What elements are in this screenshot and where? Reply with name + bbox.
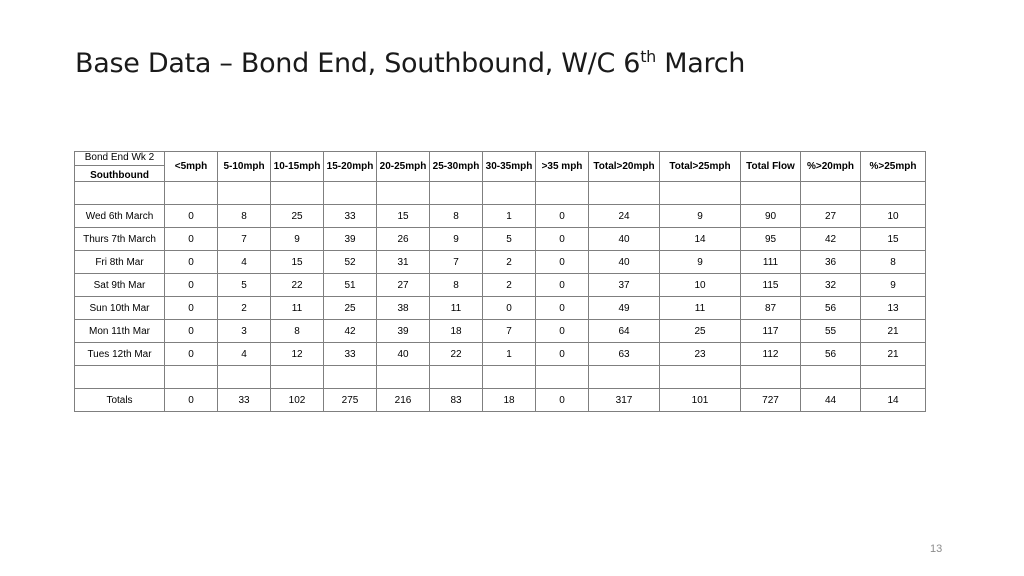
row-label: Fri 8th Mar	[75, 251, 165, 274]
table-row	[75, 274, 926, 297]
column-header: >35 mph	[536, 152, 589, 182]
table-cell: 0	[165, 343, 218, 366]
table-cell: 7	[483, 320, 536, 343]
column-header: Total Flow	[741, 152, 801, 182]
table-cell: 21	[861, 320, 926, 343]
table-row	[75, 297, 926, 320]
table-cell: 0	[165, 205, 218, 228]
table-cell: 4	[218, 251, 271, 274]
table-cell: 25	[271, 205, 324, 228]
table-cell: 8	[430, 274, 483, 297]
table-cell: 3	[218, 320, 271, 343]
table-cell: 0	[165, 297, 218, 320]
column-header: 25-30mph	[430, 152, 483, 182]
table-cell: 0	[165, 320, 218, 343]
table-cell: 2	[483, 274, 536, 297]
table-cell: 25	[324, 297, 377, 320]
table-cell: 40	[589, 228, 660, 251]
column-header: Total>20mph	[589, 152, 660, 182]
table-cell: 11	[271, 297, 324, 320]
table-cell: 5	[218, 274, 271, 297]
table-cell: 27	[377, 274, 430, 297]
table-cell: 727	[741, 389, 801, 412]
table-cell: 83	[430, 389, 483, 412]
table-cell: 10	[861, 205, 926, 228]
column-header: <5mph	[165, 152, 218, 182]
table-cell: 15	[861, 228, 926, 251]
table-cell: 39	[324, 228, 377, 251]
table-cell: 11	[660, 297, 741, 320]
table-cell: 21	[861, 343, 926, 366]
table-cell: 102	[271, 389, 324, 412]
row-label: Sat 9th Mar	[75, 274, 165, 297]
table-cell: 27	[801, 205, 861, 228]
table-cell: 42	[324, 320, 377, 343]
speed-data-table	[74, 151, 926, 412]
table-cell: 317	[589, 389, 660, 412]
column-header: 15-20mph	[324, 152, 377, 182]
row-label: Wed 6th March	[75, 205, 165, 228]
table-cell: 33	[218, 389, 271, 412]
table-cell: 112	[741, 343, 801, 366]
column-header: 20-25mph	[377, 152, 430, 182]
table-cell: 14	[660, 228, 741, 251]
table-cell: 22	[271, 274, 324, 297]
table-cell: 40	[377, 343, 430, 366]
table-cell: 18	[430, 320, 483, 343]
table-cell: 0	[165, 228, 218, 251]
table-row	[75, 228, 926, 251]
table-cell: 0	[536, 228, 589, 251]
table-cell: 56	[801, 297, 861, 320]
table-cell: 4	[218, 343, 271, 366]
table-cell: 0	[165, 389, 218, 412]
table-cell: 275	[324, 389, 377, 412]
table-cell: 37	[589, 274, 660, 297]
table-cell: 63	[589, 343, 660, 366]
table-cell: 9	[430, 228, 483, 251]
column-header: %>25mph	[861, 152, 926, 182]
table-cell: 40	[589, 251, 660, 274]
table-cell: 0	[536, 343, 589, 366]
table-cell: 33	[324, 343, 377, 366]
table-cell: 0	[536, 274, 589, 297]
table-cell: 23	[660, 343, 741, 366]
column-header: 10-15mph	[271, 152, 324, 182]
spacer-row	[75, 182, 926, 205]
table-cell: 25	[660, 320, 741, 343]
table-cell: 9	[271, 228, 324, 251]
column-header: Total>25mph	[660, 152, 741, 182]
table-row	[75, 251, 926, 274]
table-cell: 0	[536, 389, 589, 412]
table-cell: 13	[861, 297, 926, 320]
table-cell: 0	[536, 251, 589, 274]
table-cell: 15	[271, 251, 324, 274]
table-cell: 10	[660, 274, 741, 297]
table-cell: 36	[801, 251, 861, 274]
table-header-row	[75, 152, 926, 182]
table-cell: 2	[218, 297, 271, 320]
table-cell: 8	[861, 251, 926, 274]
table-cell: 64	[589, 320, 660, 343]
table-cell: 8	[430, 205, 483, 228]
table-cell: 2	[483, 251, 536, 274]
table-cell: 0	[536, 320, 589, 343]
table-cell: 55	[801, 320, 861, 343]
table-row	[75, 343, 926, 366]
row-label: Sun 10th Mar	[75, 297, 165, 320]
table-cell: 24	[589, 205, 660, 228]
table-cell: 22	[430, 343, 483, 366]
table-cell: 32	[801, 274, 861, 297]
table-row	[75, 320, 926, 343]
table-cell: 0	[165, 274, 218, 297]
table-cell: 31	[377, 251, 430, 274]
column-header: %>20mph	[801, 152, 861, 182]
table-cell: 39	[377, 320, 430, 343]
table-cell: 0	[483, 297, 536, 320]
page-number: 13	[930, 543, 943, 555]
table-cell: 7	[218, 228, 271, 251]
table-cell: 0	[536, 205, 589, 228]
table-cell: 9	[861, 274, 926, 297]
table-cell: 56	[801, 343, 861, 366]
table-cell: 216	[377, 389, 430, 412]
table-cell: 18	[483, 389, 536, 412]
table-cell: 44	[801, 389, 861, 412]
column-header: 5-10mph	[218, 152, 271, 182]
table-cell: 0	[536, 297, 589, 320]
row-label: Totals	[75, 389, 165, 412]
table-cell: 117	[741, 320, 801, 343]
row-label-header: Bond End Wk 2 Southbound	[75, 152, 165, 182]
table-cell: 9	[660, 251, 741, 274]
table-cell: 7	[430, 251, 483, 274]
row-label: Thurs 7th March	[75, 228, 165, 251]
table-cell: 0	[165, 251, 218, 274]
table-row	[75, 205, 926, 228]
row-label: Mon 11th Mar	[75, 320, 165, 343]
table-cell: 14	[861, 389, 926, 412]
table-cell: 12	[271, 343, 324, 366]
table-cell: 111	[741, 251, 801, 274]
table-cell: 95	[741, 228, 801, 251]
table-cell: 15	[377, 205, 430, 228]
totals-row	[75, 389, 926, 412]
table-cell: 33	[324, 205, 377, 228]
table-cell: 52	[324, 251, 377, 274]
column-header: 30-35mph	[483, 152, 536, 182]
table-cell: 90	[741, 205, 801, 228]
table-cell: 101	[660, 389, 741, 412]
table-cell: 9	[660, 205, 741, 228]
spacer-row	[75, 366, 926, 389]
table-cell: 11	[430, 297, 483, 320]
table-cell: 8	[218, 205, 271, 228]
table-cell: 8	[271, 320, 324, 343]
table-cell: 49	[589, 297, 660, 320]
table-cell: 26	[377, 228, 430, 251]
table-cell: 87	[741, 297, 801, 320]
table-cell: 115	[741, 274, 801, 297]
table-cell: 42	[801, 228, 861, 251]
slide-title: Base Data – Bond End, Southbound, W/C 6th March	[75, 47, 746, 79]
table-cell: 38	[377, 297, 430, 320]
table-cell: 51	[324, 274, 377, 297]
table-cell: 1	[483, 343, 536, 366]
table-cell: 5	[483, 228, 536, 251]
table-cell: 1	[483, 205, 536, 228]
row-label: Tues 12th Mar	[75, 343, 165, 366]
